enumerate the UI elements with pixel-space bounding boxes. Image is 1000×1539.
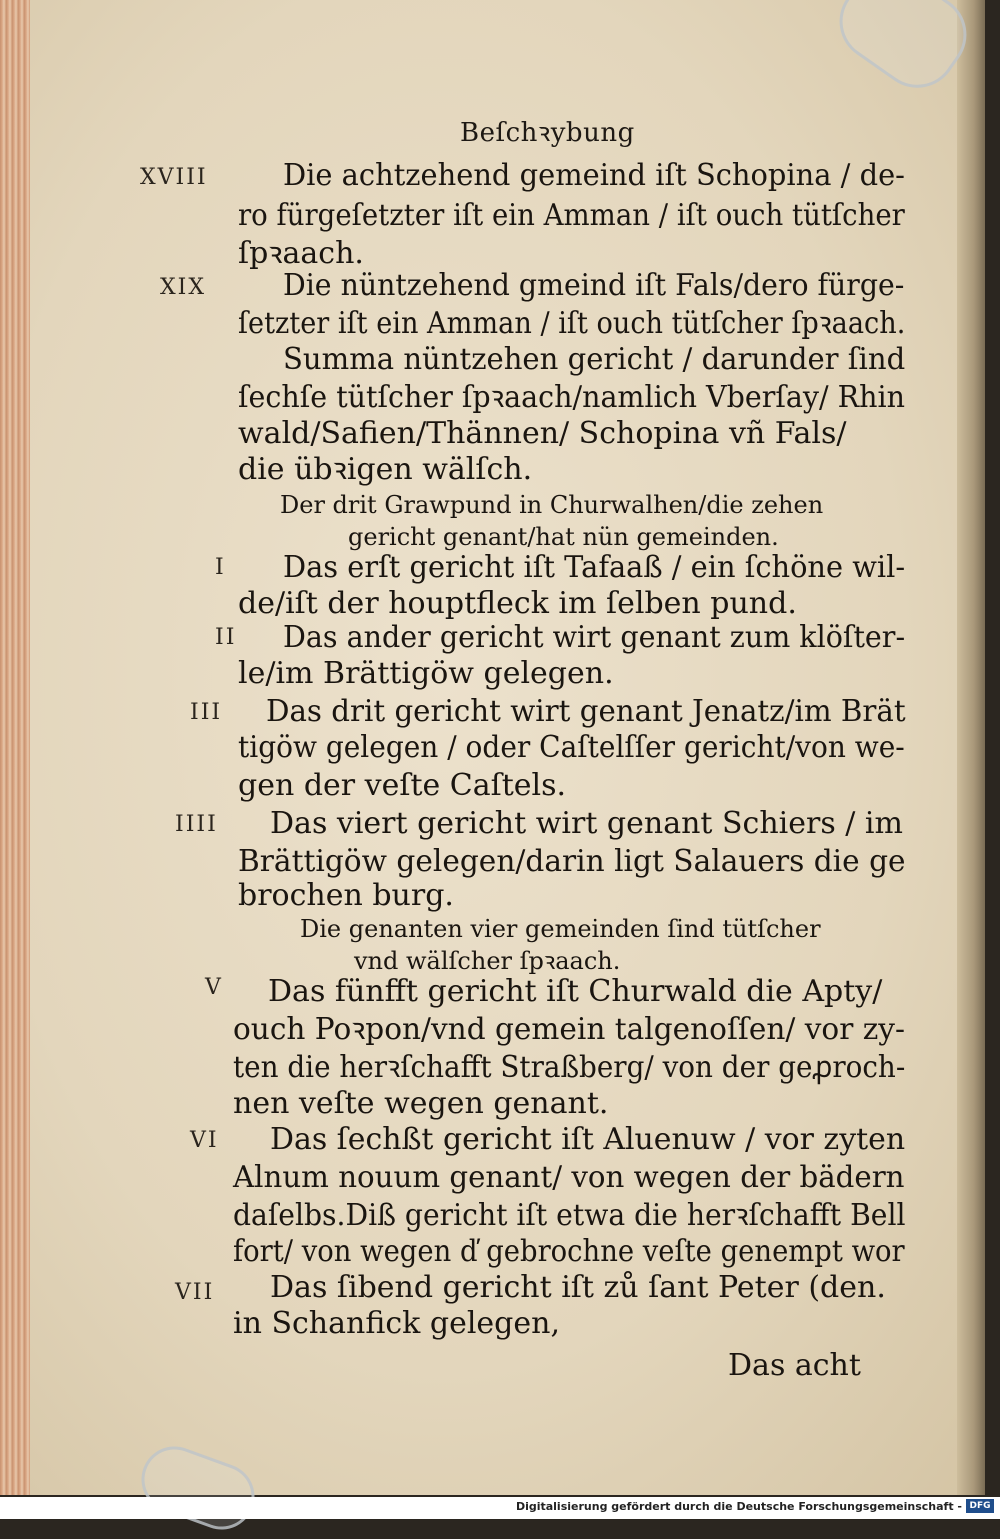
text-line: nen veſte wegen genant. [233, 1086, 609, 1121]
dfg-logo: DFG [966, 1499, 994, 1513]
text-line: vnd wälſcher ſpꝛaach. [354, 947, 621, 975]
running-head: Beſchꝛybung [460, 118, 635, 148]
text-line: ſechſe tütſcher ſpꝛaach/namlich Vberſay/ Rhin [238, 380, 905, 415]
text-line: ro fürgeſetzter iſt ein Amman / iſt ouch tütſcher [238, 198, 905, 233]
margin-number: I [215, 555, 226, 580]
footer-credit: Digitalisierung gefördert durch die Deutsche Forschungsgemeinschaft - [515, 1500, 962, 1513]
margin-number: XVIII [140, 165, 208, 190]
page-edge-right [957, 0, 985, 1495]
text-line: Alnum nouum genant/ von wegen der bädern [233, 1160, 905, 1195]
text-line: Das viert gericht wirt genant Schiers / im [270, 806, 903, 841]
text-line: Das ſechßt gericht iſt Aluenuw / vor zyten [270, 1122, 906, 1157]
margin-number: II [215, 625, 237, 650]
text-line: tigöw gelegen / oder Caſtelſſer gericht/von we- [238, 730, 905, 765]
text-line: Das ſibend gericht iſt zů ſant Peter (den. [270, 1270, 886, 1305]
margin-number: IIII [175, 812, 218, 837]
text-line: Die genanten vier gemeinden ſind tütſcher [300, 915, 821, 943]
catchword: Das acht [728, 1348, 861, 1383]
margin-number: V [205, 975, 223, 1000]
text-line: le/im Brättigöw gelegen. [238, 656, 614, 691]
page-edge-left [0, 0, 30, 1495]
text-line: Brättigöw gelegen/darin ligt Salauers die ge [238, 844, 906, 879]
text-line: brochen burg. [238, 878, 454, 913]
text-line: ten die herꝛſchafft Straßberg/ von der geꝓroch- [233, 1050, 906, 1085]
text-line: Das erſt gericht iſt Tafaaß / ein ſchöne wil- [283, 550, 906, 585]
margin-number: VII [175, 1280, 215, 1305]
text-line: Das drit gericht wirt genant Jenatz/im Brät [266, 694, 906, 729]
text-line: daſelbs.Diß gericht iſt etwa die herꝛſchafft Bell [233, 1198, 906, 1233]
text-line: ſetzter iſt ein Amman / iſt ouch tütſcher ſpꝛaach. [238, 306, 906, 341]
text-line: de/iſt der houptfleck im ſelben pund. [238, 586, 797, 621]
text-line: ouch Poꝛpon/vnd gemein talgenoſſen/ vor zy- [233, 1012, 905, 1047]
text-line: gen der veſte Caſtels. [238, 768, 567, 803]
margin-number: III [190, 700, 223, 725]
text-line: die übꝛigen wälſch. [238, 452, 533, 487]
text-line: Die nüntzehend gmeind iſt Fals/dero fürge- [283, 268, 905, 303]
text-line: ſpꝛaach. [238, 236, 364, 271]
text-line: fort/ von wegen ď gebrochne veſte genempt wor [233, 1234, 905, 1269]
text-line: Das fünfft gericht iſt Churwald die Apty/ [268, 974, 883, 1009]
text-line: wald/Safien/Thännen/ Schopina vñ Fals/ [238, 416, 847, 451]
text-line: Die achtzehend gemeind iſt Schopina / de- [283, 158, 905, 193]
text-line: Das ander gericht wirt genant zum klöſter- [283, 620, 906, 655]
text-line: Summa nüntzehen gericht / darunder ſind [283, 342, 906, 377]
text-line: Der drit Grawpund in Churwalhen/die zehen [280, 491, 824, 519]
text-line: gericht genant/hat nün gemeinden. [348, 523, 779, 551]
margin-number: VI [190, 1128, 219, 1153]
margin-number: XIX [160, 275, 207, 300]
text-line: in Schanfick gelegen, [233, 1306, 560, 1341]
